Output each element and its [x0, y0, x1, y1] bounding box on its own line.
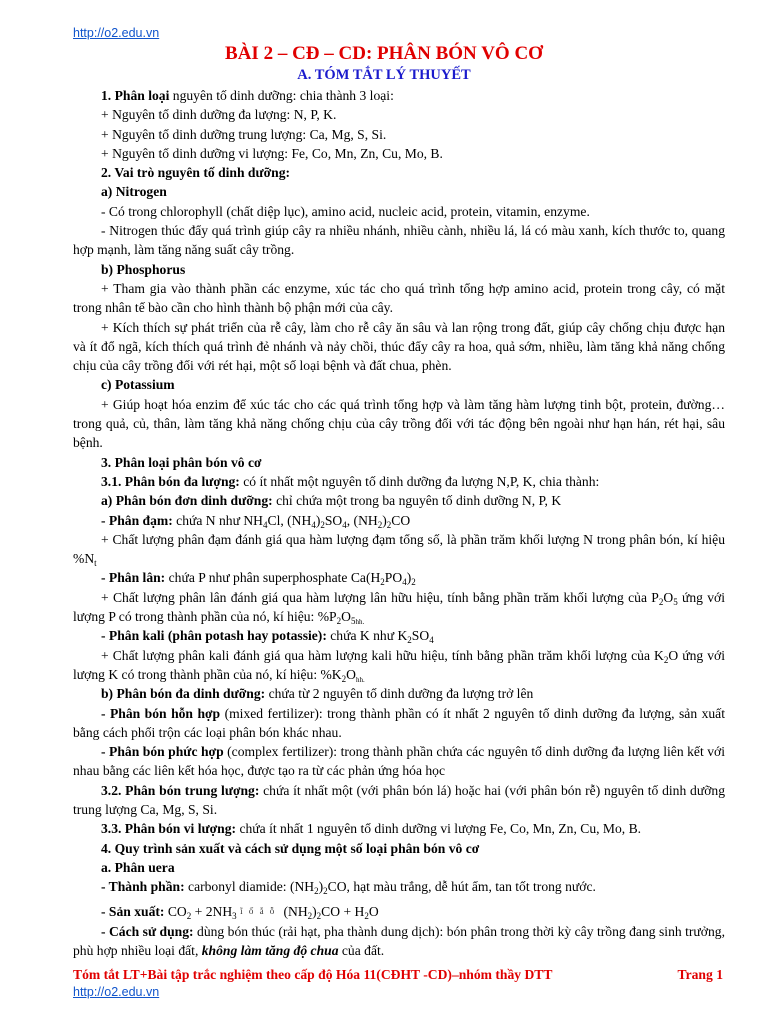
document-body — [73, 86, 725, 960]
paragraph: - Phân bón hỗn hợp (mixed fertilizer): trong thành phần có ít nhất 2 nguyên tố dinh dưỡng đa lượng, sản xuất bằng cách phối trộn các loại phân bón khác nhau. — [73, 705, 725, 740]
list-item: + Nguyên tố dinh dưỡng trung lượng: Ca, Mg, S, Si. — [101, 126, 387, 142]
paragraph: - Nitrogen thúc đẩy quá trình giúp cây ra nhiều nhánh, nhiều cành, nhiều lá, lá có màu xanh, kích thước to, quang hợp mạnh, làm tăng năng suất cây trồng. — [73, 223, 725, 258]
section-heading: 3. Phân loại phân bón vô cơ — [101, 454, 262, 470]
paragraph: 3.1. Phân bón đa lượng: có ít nhất một nguyên tố dinh dưỡng đa lượng N,P, K, chia thành: — [101, 473, 600, 489]
paragraph: - Có trong chlorophyll (chất diệp lục), amino acid, nucleic acid, protein, vitamin, enzyme. — [101, 203, 590, 219]
paragraph: b) Phân bón đa dinh dưỡng: chứa từ 2 nguyên tố dinh dưỡng đa lượng trở lên — [101, 686, 534, 702]
page-number: Trang 1 — [677, 967, 723, 982]
header-link[interactable]: http://o2.edu.vn — [73, 26, 160, 40]
section-heading: 4. Quy trình sản xuất và cách sử dụng một số loại phân bón vô cơ — [101, 840, 480, 856]
paragraph: - Phân lân: chứa P như phân superphosphate $Ca(H_2PO_4)_2$ — [101, 570, 416, 588]
paragraph: 3.3. Phân bón vi lượng: chứa ít nhất 1 nguyên tố dinh dưỡng vi lượng Fe, Co, Mn, Zn, Cu, Mo, B. — [101, 821, 642, 837]
reaction-equation: - Sản xuất: $CO_2 + 2NH_3$ ĩ ố ắ ỗ $(NH_2)_2CO + H_2O$ — [101, 904, 379, 922]
paragraph: - Cách sử dụng: dùng bón thúc (rải hạt, pha thành dung dịch): bón phân trong thời kỳ cây trồng đang sinh trưởng, phù hợp nhiều loại đất, không làm tăng độ chua của đất. — [73, 923, 725, 959]
paragraph: + Tham gia vào thành phần các enzyme, xúc tác cho quá trình tổng hợp amino acid, protein trong cây, có mặt trong nhân tế bào cần cho hình thành bộ phận mới của cây. — [73, 280, 725, 316]
subsection-heading: b) Phosphorus — [101, 261, 186, 277]
paragraph: 1. Phân loại nguyên tố dinh dưỡng: chia thành 3 loại: — [101, 88, 394, 103]
paragraph: + Chất lượng phân kali đánh giá qua hàm lượng kali hữu hiệu, tính bằng phần trăm khối lượng của $K_2O$ ứng với lượng K có trong thành phần của nó, kí hiệu: $\%K_2O_{hh.}$ — [73, 647, 725, 684]
page-title: BÀI 2 – CĐ – CD: PHÂN BÓN VÔ CƠ — [225, 43, 543, 64]
paragraph: - Phân đạm: chứa N như $NH_4Cl$, $(NH_4)_2SO_4$, $(NH_2)_2CO$ — [101, 512, 411, 530]
page-footer — [73, 965, 723, 984]
list-item: + Nguyên tố dinh dưỡng vi lượng: Fe, Co, Mn, Zn, Cu, Mo, B. — [101, 145, 443, 161]
paragraph: + Kích thích sự phát triển của rễ cây, làm cho rễ cây ăn sâu và lan rộng trong đất, giúp cây chống chịu được hạn và ít đổ ngã, kích thích quá trình đẻ nhánh và nảy chồi, thúc đẩy cây ra hoa, quả sớm, nhiều, làm tăng khả năng chống chịu của cây trồng đối với rét hại, một số loại bệnh và đất chua, phèn. — [73, 319, 725, 374]
paragraph: a) Phân bón đơn dinh dưỡng: chỉ chứa một trong ba nguyên tố dinh dưỡng N, P, K — [101, 493, 562, 509]
subsection-heading: a. Phân uera — [101, 859, 175, 875]
paragraph: + Giúp hoạt hóa enzim để xúc tác cho các quá trình tổng hợp và làm tăng hàm lượng tinh bột, protein, đường… trong quả, củ, thân, làm tăng khả năng chống chịu của cây trồng đối với tác động bên ngoài như hạn hán, rét hại, sâu bệnh. — [73, 396, 725, 451]
paragraph: + Chất lượng phân đạm đánh giá qua hàm lượng đạm tổng số, là phần trăm khối lượng N trong phân bón, kí hiệu $\%N_t$ — [73, 531, 725, 569]
paragraph: - Phân bón phức hợp (complex fertilizer): trong thành phần chứa các nguyên tố dinh dưỡng đa lượng liên kết với nhau bằng các liên kết hóa học, được tạo ra từ các phản ứng hóa học — [73, 744, 725, 779]
subsection-heading: a) Nitrogen — [101, 184, 167, 200]
paragraph: - Phân kali (phân potash hay potassie): chứa K như $K_2SO_4$ — [101, 628, 434, 646]
subsection-heading: c) Potassium — [101, 377, 175, 393]
footer-link[interactable]: http://o2.edu.vn — [73, 985, 160, 999]
section-subtitle: A. TÓM TẮT LÝ THUYẾT — [297, 67, 471, 83]
paragraph: 3.2. Phân bón trung lượng: chứa ít nhất một (với phân bón lá) hoặc hai (với phân bón rễ) nguyên tố dinh dưỡng trung lượng Ca, Mg, S, Si. — [73, 782, 725, 817]
paragraph: + Chất lượng phân lân đánh giá qua hàm lượng lân hữu hiệu, tính bằng phần trăm khối lượng của $P_2O_5$ ứng với lượng P có trong thành phần của nó, kí hiệu: $\%P_2O_{5hh.}$ — [73, 589, 725, 627]
paragraph: - Thành phần: carbonyl diamide: $(NH_2)_2CO$, hạt màu trắng, dễ hút ẩm, tan tốt trong nước. — [101, 879, 596, 897]
reaction-condition: ĩ ố ắ ỗ — [240, 906, 277, 917]
footer-text: Tóm tắt LT+Bài tập trắc nghiệm theo cấp độ Hóa 11(CĐHT -CD)–nhóm thầy DTT — [73, 967, 553, 982]
section-heading: 2. Vai trò nguyên tố dinh dưỡng: — [101, 165, 291, 181]
list-item: + Nguyên tố dinh dưỡng đa lượng: N, P, K. — [101, 107, 337, 123]
